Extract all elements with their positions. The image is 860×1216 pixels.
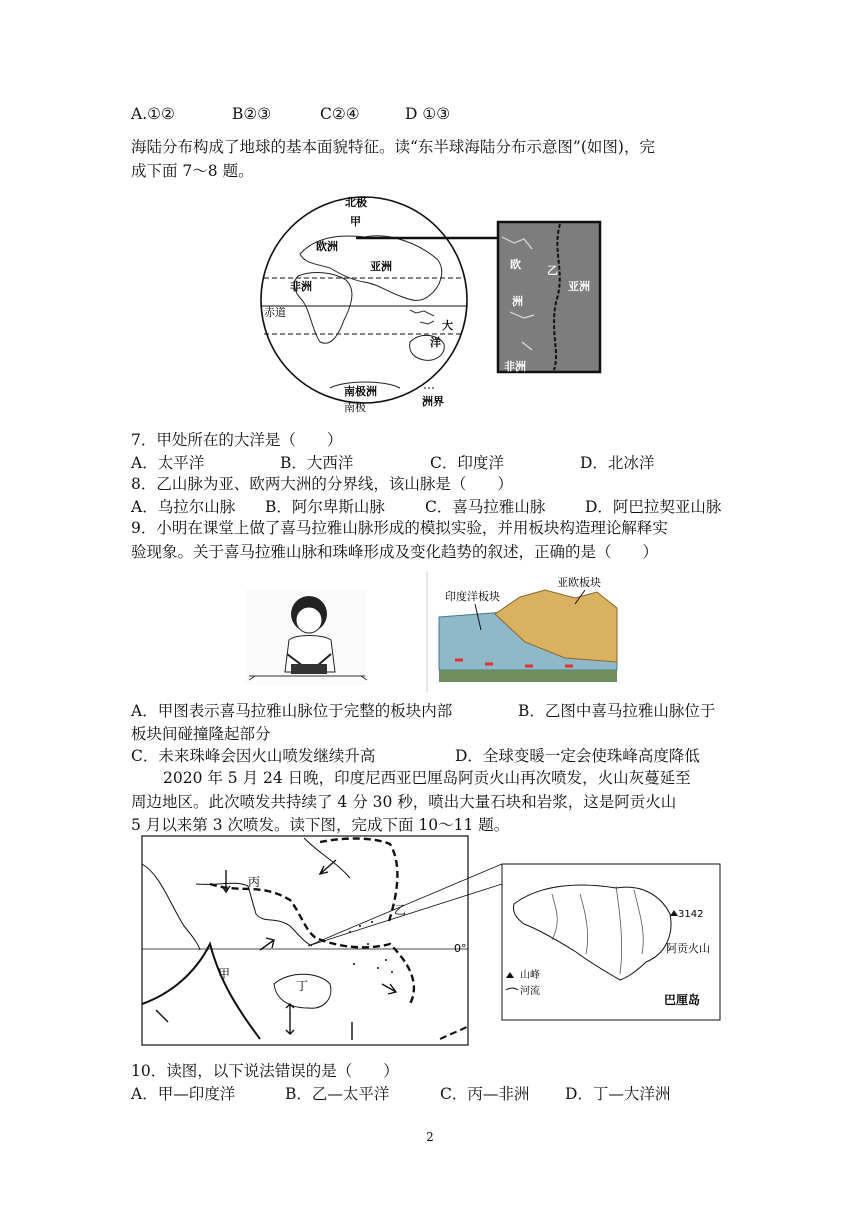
q7-option-a: A．太平洋 [131,454,205,472]
antarctica-label: 南极洲 [344,385,377,398]
q6-option-c: C②④ [320,105,360,123]
ding-label: 丁 [296,979,309,993]
q9-figures [245,572,625,692]
volcano-label: 阿贡火山 [666,942,710,955]
peak-height-label: 3142 [678,909,704,920]
asia-label: 亚洲 [370,260,392,273]
jia-label: 甲 [218,967,231,981]
north-pole-label: 北极 [345,196,367,209]
q7-option-c: C．印度洋 [430,454,504,472]
equator-label: 赤道 [264,306,286,319]
hemisphere-outline [261,197,467,403]
legend-river-label: 河流 [520,986,540,997]
q6-option-a: A.①② [131,105,175,123]
q9-option-b-line2: 板块间碰撞隆起部分 [131,725,271,743]
jia-label: 甲 [350,215,361,228]
oceania-label-1: 大 [442,319,453,332]
q8-option-d: D．阿巴拉契亚山脉 [585,498,722,516]
q6-option-d: D ①③ [405,105,451,123]
intro2-line1: 2020 年 5 月 24 日晚，印度尼西亚巴厘岛阿贡火山再次喷发，火山灰蔓延至 [163,769,691,787]
indian-plate-label: 印度洋板块 [445,590,500,603]
intro2-line2: 周边地区。此次喷发共持续了 4 分 30 秒，喷出大量石块和岩浆，这是阿贡火山 [131,793,677,811]
island-label: 巴厘岛 [664,993,701,1007]
inset-ou-label: 欧 [510,258,521,271]
q9-option-c: C．未来珠峰会因火山喷发继续升高 [131,747,376,765]
q10-option-c: C．丙—非洲 [440,1085,530,1103]
intro1-line1: 海陆分布构成了地球的基本面貌特征。读“东半球海陆分布示意图”(如图)，完 [131,138,655,156]
legend-boundary-label: 洲界 [422,395,444,408]
q10-stem: 10．读图，以下说法错误的是（ ） [131,1062,399,1080]
inset-yi-label: 乙 [547,264,558,277]
q6-option-b: B②③ [232,105,272,123]
q7-option-b: B．大西洋 [280,454,354,472]
q9-option-b-line1: B．乙图中喜马拉雅山脉位于 [518,702,716,720]
legend-peak-label: 山峰 [520,970,540,981]
hemisphere-map [260,192,610,417]
boy-experiment-illustration [245,590,367,685]
q8-stem: 8．乙山脉为亚、欧两大洲的分界线，该山脉是（ ） [131,475,513,493]
q8-option-c: C．喜马拉雅山脉 [425,498,546,516]
q10-option-d: D．丁—大洋洲 [565,1085,671,1103]
q9-stem-line2: 验现象。关于喜马拉雅山脉和珠峰形成及变化趋势的叙述，正确的是（ ） [131,543,659,561]
europe-label: 欧洲 [316,240,338,253]
intro2-line3: 5 月以来第 3 次喷发。读下图，完成下面 10～11 题。 [131,816,510,834]
inset-zhou-label: 洲 [512,295,523,308]
q9-stem-line1: 9．小明在课堂上做了喜马拉雅山脉形成的模拟实验，并用板块构造理论解释实 [131,519,668,537]
africa-label: 非洲 [290,280,312,293]
plate-collision-diagram [439,575,617,682]
q9-option-d: D．全球变暖一定会使珠峰高度降低 [455,747,700,765]
q8-option-a: A．乌拉尔山脉 [131,498,236,516]
q10-option-b: B．乙—太平洋 [285,1085,390,1103]
zero-degree-label: 0° [454,942,467,955]
inset-asia-label: 亚洲 [568,280,590,293]
south-pole-label: 南极 [344,401,366,414]
oceania-label-2: 洋 [430,336,441,349]
q7-option-d: D．北冰洋 [580,454,655,472]
q8-option-b: B．阿尔卑斯山脉 [265,498,385,516]
q7-stem: 7．甲处所在的大洋是（ ） [131,431,343,449]
q9-option-a: A．甲图表示喜马拉雅山脉位于完整的板块内部 [131,702,453,720]
eurasian-plate-label: 亚欧板块 [557,576,601,589]
q10-option-a: A．甲—印度洋 [131,1085,236,1103]
yi-label: 乙 [394,903,407,917]
intro1-line2: 成下面 7～8 题。 [131,162,254,180]
bing-label: 丙 [248,875,261,889]
plate-volcano-map [140,834,725,1049]
page-number: 2 [426,1130,434,1144]
inset-africa-label: 非洲 [504,360,526,373]
